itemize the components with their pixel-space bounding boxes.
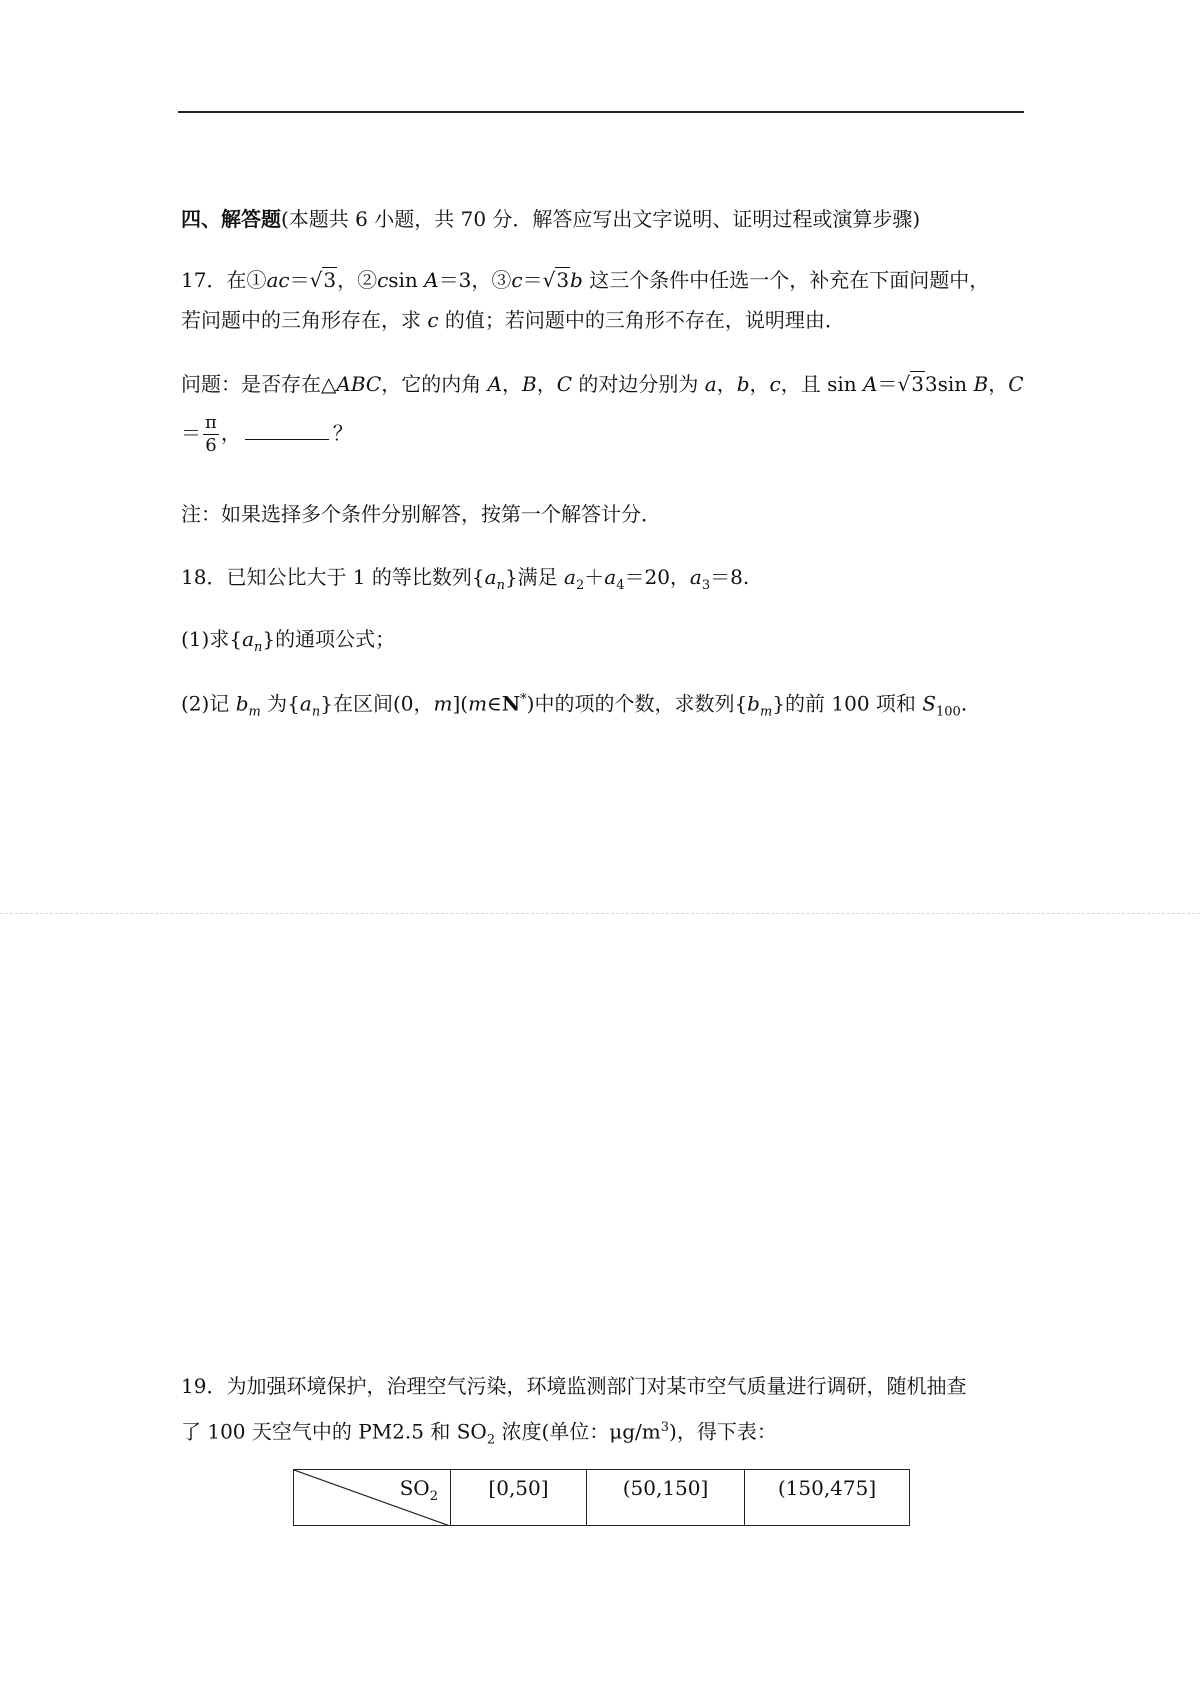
q17-line1-tail: 这三个条件中任选一个，补充在下面问题中， (582, 268, 990, 292)
corner-cell (294, 1470, 451, 1526)
var-C: C (556, 372, 573, 396)
text: 问题：是否存在△ (181, 372, 337, 396)
var-c: c (511, 268, 523, 292)
comma: ， (716, 372, 737, 396)
condition-3-marker: ③ (491, 268, 512, 292)
section-title: 四、解答题 (181, 207, 281, 231)
condition-1-marker: ① (246, 268, 267, 292)
text: }满足 (504, 565, 565, 589)
sub-2: 2 (429, 1489, 438, 1504)
fraction-pi-over-6 (203, 412, 219, 457)
header-cell (587, 1470, 745, 1526)
comma: ， (749, 372, 770, 396)
text: (2)记 (181, 691, 236, 716)
var-c: c (769, 372, 781, 396)
header-text: (50,150] (622, 1476, 709, 1500)
text: }的通项公式； (262, 627, 396, 651)
radicand: 3 (556, 268, 570, 292)
text: )，得下表： (669, 1419, 777, 1444)
sub-2: 2 (486, 1432, 496, 1448)
period: . (960, 691, 968, 716)
answer-blank (245, 419, 329, 440)
comma: ， (220, 421, 241, 445)
text: }在区间(0， (320, 691, 434, 716)
denominator: 6 (205, 435, 217, 456)
equals: ＝ (877, 372, 898, 396)
text: ]( (452, 691, 469, 716)
header-text: (150,475] (777, 1476, 877, 1500)
text: ，且 sin (780, 372, 863, 396)
sqrt-3: √3 (897, 372, 924, 396)
sup-3: 3 (660, 1420, 670, 1435)
var-b: b (235, 691, 249, 716)
value: ＝3， (438, 268, 492, 292)
sqrt-3: √3 (542, 268, 570, 292)
q18-part2 (181, 686, 967, 727)
equals: ＝ (522, 268, 543, 292)
var-m: m (468, 691, 488, 716)
naturals: N (501, 691, 521, 716)
page-break (0, 913, 1200, 914)
text: 的值；若问题中的三角形不存在，说明理由． (438, 308, 845, 332)
text: 浓度(单位：μg/m (495, 1419, 661, 1444)
question-mark: ？ (332, 421, 353, 445)
sub-n: n (311, 704, 321, 720)
so2-table (293, 1469, 910, 1526)
var-B: B (522, 372, 537, 396)
so-text: SO (399, 1476, 430, 1500)
var-b: b (747, 691, 760, 716)
header-cell (745, 1470, 910, 1526)
in-symbol: ∈ (487, 691, 502, 716)
var-B: B (973, 372, 989, 396)
var-c: c (427, 308, 439, 332)
text: ，它的内角 (381, 372, 488, 396)
sub-m: m (759, 704, 773, 720)
plus: ＋ (584, 565, 605, 589)
var-a: a (299, 691, 312, 716)
var-c: c (377, 268, 389, 292)
var-a: a (704, 372, 717, 396)
sub-4: 4 (616, 578, 625, 593)
sub-100: 100 (936, 704, 961, 720)
sin: sin (388, 268, 425, 292)
sub-n: n (496, 578, 505, 593)
var-m: m (433, 691, 453, 716)
text: 的对边分别为 (572, 372, 705, 396)
sub-n: n (254, 640, 263, 655)
numerator: π (205, 412, 217, 433)
text: 若问题中的三角形存在，求 (181, 308, 428, 332)
comma: ， (988, 372, 1009, 396)
q17-line1 (181, 266, 989, 294)
sub-3: 3 (701, 578, 711, 593)
text: ＝20， (624, 565, 690, 589)
q17-problem-line1 (181, 370, 1024, 398)
var-a: a (242, 627, 254, 651)
sub-2: 2 (575, 578, 585, 593)
triangle-abc: ABC (336, 372, 382, 396)
text: 18．已知公比大于 1 的等比数列{ (181, 565, 485, 589)
header-text: [0,50] (488, 1476, 549, 1500)
header-cell (451, 1470, 587, 1526)
comma: ， (502, 372, 523, 396)
q19-line1: 19．为加强环境保护，治理空气污染，环境监测部门对某市空气质量进行调研，随机抽查 (181, 1374, 967, 1398)
text: 了 100 天空气中的 PM2.5 和 SO (181, 1419, 487, 1444)
text: (1)求{ (181, 627, 243, 651)
q19-line2 (181, 1414, 777, 1455)
equals: ＝ (181, 421, 201, 445)
var-A: A (862, 372, 878, 396)
corner-label (400, 1476, 438, 1504)
sin: 3sin (924, 372, 974, 396)
radicand: 3 (323, 268, 337, 292)
sqrt-3: √3 (309, 268, 337, 292)
var-A: A (487, 372, 503, 396)
equals: ＝ (289, 268, 310, 292)
q17-note: 注：如果选择多个条件分别解答，按第一个解答计分． (181, 502, 661, 526)
var-a: a (484, 565, 497, 589)
header-rule (178, 111, 1024, 113)
var-C: C (1008, 372, 1024, 396)
table-header-row (294, 1470, 910, 1526)
q17-line2 (181, 306, 845, 334)
var-A: A (424, 268, 439, 292)
var-a: a (604, 565, 617, 589)
var-a: a (689, 565, 702, 589)
q18-part1 (181, 625, 395, 662)
text: }的前 100 项和 (772, 691, 923, 716)
var-b: b (736, 372, 750, 396)
text: )中的项的个数，求数列{ (526, 691, 748, 716)
q18-line1 (181, 563, 749, 600)
condition-2-marker: ② (357, 268, 378, 292)
comma: ， (536, 372, 557, 396)
text: ＝8. (710, 565, 750, 589)
var-b: b (570, 268, 583, 292)
var-a: a (564, 565, 576, 589)
radicand: 3 (911, 372, 924, 396)
var-ac: ac (266, 268, 290, 292)
section-heading (181, 205, 920, 233)
text: 为{ (260, 691, 300, 716)
var-S: S (922, 691, 936, 716)
q17-number: 17．在 (181, 268, 247, 292)
star: * (520, 692, 527, 707)
sub-m: m (248, 704, 261, 720)
q17-problem-line2 (181, 412, 353, 457)
section-note: (本题共 6 小题，共 70 分．解答应写出文字说明、证明过程或演算步骤) (281, 207, 921, 231)
sep: ， (337, 268, 358, 292)
